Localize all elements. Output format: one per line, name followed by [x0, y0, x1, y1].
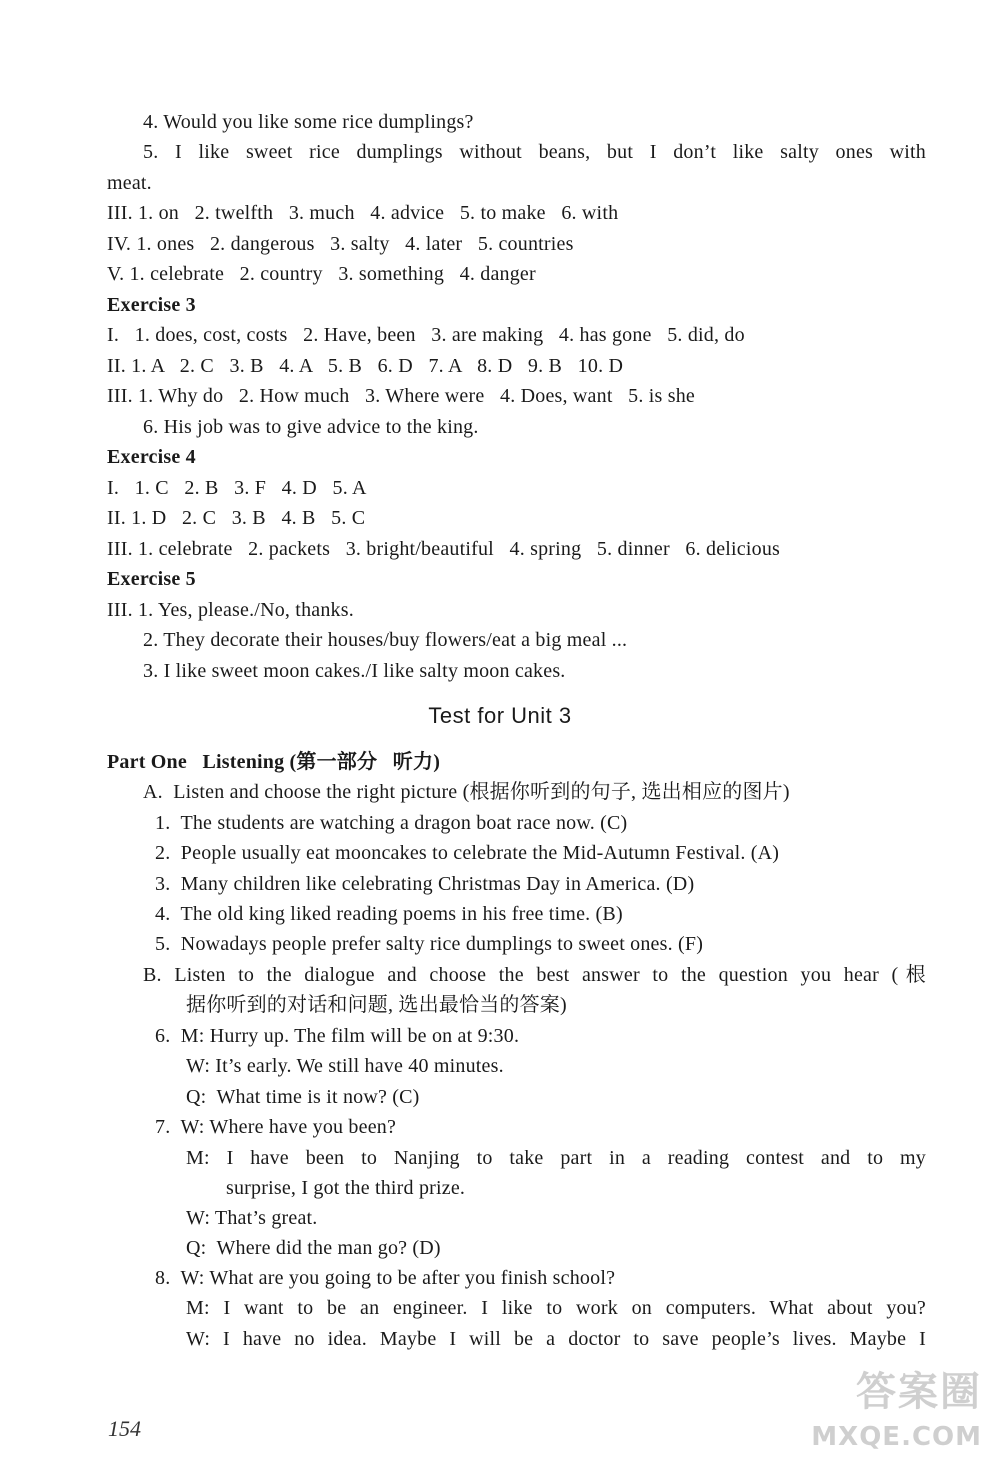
section-heading: Exercise 4 — [107, 446, 196, 468]
text-line: Q: What time is it now? (C) — [186, 1086, 420, 1108]
text-line: I. 1. does, cost, costs 2. Have, been 3. are making 4. has gone 5. did, do — [107, 324, 745, 346]
test-title: Test for Unit 3 — [428, 703, 572, 728]
part-heading: Part One Listening (第一部分 听力) — [107, 751, 441, 773]
text-line: M: I have been to Nanjing to take part in a reading contest and to my — [186, 1147, 926, 1169]
text-line: 4. Would you like some rice dumplings? — [143, 111, 474, 133]
section-heading: Exercise 5 — [107, 568, 196, 590]
watermark-top-text: 答案圈 — [856, 1369, 982, 1415]
text-line: III. 1. Why do 2. How much 3. Where were 4. Does, want 5. is she — [107, 385, 695, 407]
text-line: 2. People usually eat mooncakes to celebrate the Mid-Autumn Festival. (A) — [155, 842, 780, 864]
text-line: 7. W: Where have you been? — [155, 1116, 397, 1138]
text-line: 6. M: Hurry up. The film will be on at 9:30. — [155, 1025, 520, 1047]
page-number: 154 — [108, 1416, 141, 1441]
text-line: III. 1. Yes, please./No, thanks. — [107, 599, 354, 621]
watermark-bottom-text: MXQE.COM — [811, 1422, 982, 1452]
watermark-logo — [792, 1360, 982, 1452]
text-line: meat. — [107, 172, 152, 194]
text-line: II. 1. A 2. C 3. B 4. A 5. B 6. D 7. A 8. D 9. B 10. D — [107, 355, 624, 377]
text-line: 3. Many children like celebrating Christmas Day in America. (D) — [155, 873, 695, 895]
text-line: I. 1. C 2. B 3. F 4. D 5. A — [107, 477, 367, 499]
text-line: II. 1. D 2. C 3. B 4. B 5. C — [107, 507, 366, 529]
section-heading: Exercise 3 — [107, 294, 196, 316]
text-line: 3. I like sweet moon cakes./I like salty moon cakes. — [143, 660, 566, 682]
text-line: W: That’s great. — [186, 1207, 318, 1229]
text-line: III. 1. on 2. twelfth 3. much 4. advice 5. to make 6. with — [107, 202, 619, 224]
text-line: IV. 1. ones 2. dangerous 3. salty 4. later 5. countries — [107, 233, 574, 255]
text-line: 据你听到的对话和问题, 选出最恰当的答案) — [186, 994, 567, 1016]
text-line: 2. They decorate their houses/buy flowers/eat a big meal ... — [143, 629, 628, 651]
text-line: W: It’s early. We still have 40 minutes. — [186, 1055, 504, 1077]
text-line: B. Listen to the dialogue and choose the best answer to the question you hear (根 — [143, 964, 926, 986]
text-line: 5. I like sweet rice dumplings without beans, but I don’t like salty ones with — [143, 141, 926, 163]
text-line: surprise, I got the third prize. — [226, 1177, 466, 1199]
text-line: III. 1. celebrate 2. packets 3. bright/beautiful 4. spring 5. dinner 6. delicious — [107, 538, 781, 560]
text-line: M: I want to be an engineer. I like to work on computers. What about you? — [186, 1297, 926, 1319]
text-line: V. 1. celebrate 2. country 3. something 4. danger — [107, 263, 536, 285]
text-line: 4. The old king liked reading poems in his free time. (B) — [155, 903, 623, 925]
text-line: Q: Where did the man go? (D) — [186, 1237, 441, 1259]
text-line: 6. His job was to give advice to the king. — [143, 416, 479, 438]
text-line: 8. W: What are you going to be after you finish school? — [155, 1267, 616, 1289]
text-line: A. Listen and choose the right picture (根据你听到的句子, 选出相应的图片) — [143, 781, 790, 803]
text-line: 5. Nowadays people prefer salty rice dumplings to sweet ones. (F) — [155, 933, 704, 955]
text-line: 1. The students are watching a dragon boat race now. (C) — [155, 812, 628, 834]
text-line: W: I have no idea. Maybe I will be a doctor to save people’s lives. Maybe I — [186, 1328, 926, 1350]
